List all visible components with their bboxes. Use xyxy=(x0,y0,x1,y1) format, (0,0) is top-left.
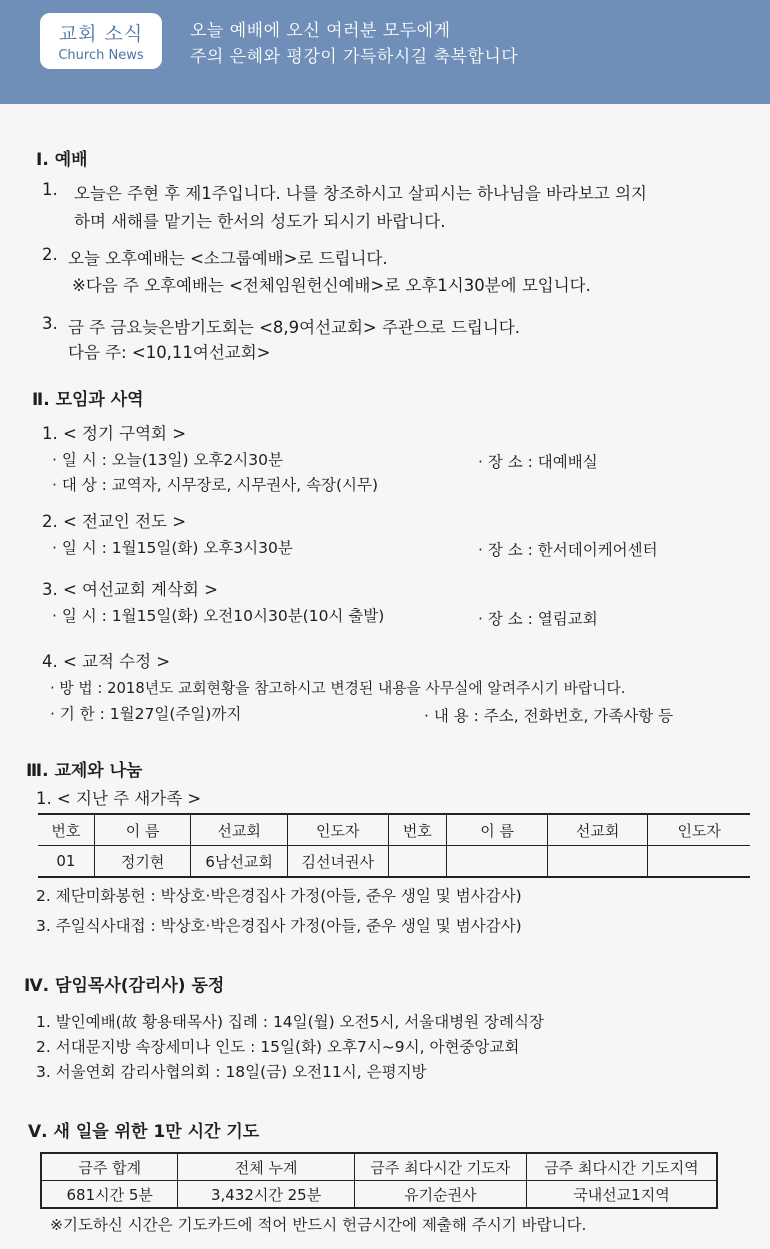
worship-item-2-number: 2. xyxy=(42,245,58,264)
meeting-2-place: · 장 소 : 한서데이케어센터 xyxy=(478,541,658,559)
table-header-cell: 금주 최다시간 기도지역 xyxy=(526,1153,717,1181)
badge-title-korean: 교회 소식 xyxy=(58,23,144,45)
worship-item-1-number: 1. xyxy=(42,180,58,199)
fellowship-item-2: 2. 제단미화봉헌 : 박상호·박은경집사 가정(아들, 준우 생일 및 범사감사) xyxy=(36,887,522,905)
table-header-cell: 금주 합계 xyxy=(41,1153,178,1181)
worship-item-2-line-2: ※다음 주 오후예배는 <전체임원헌신예배>로 오후1시30분에 모입니다. xyxy=(72,276,591,295)
worship-item-3-line-2: 다음 주: <10,11여선교회> xyxy=(68,343,271,362)
meeting-1-time: · 일 시 : 오늘(13일) 오후2시30분 xyxy=(52,451,283,469)
meeting-2-time: · 일 시 : 1월15일(화) 오후3시30분 xyxy=(52,539,293,557)
meeting-4-title: 4. < 교적 수정 > xyxy=(42,652,171,671)
table-cell xyxy=(388,846,447,878)
meeting-3-title: 3. < 여선교회 계삭회 > xyxy=(42,580,218,599)
meeting-4-deadline: · 기 한 : 1월27일(주일)까지 xyxy=(50,705,242,723)
fellowship-item-3: 3. 주일식사대접 : 박상호·박은경집사 가정(아들, 준우 생일 및 범사감사) xyxy=(36,917,522,935)
worship-item-2-line-1: 오늘 오후예배는 <소그룹예배>로 드립니다. xyxy=(68,249,388,268)
table-header-cell: 금주 최다시간 기도자 xyxy=(354,1153,526,1181)
meeting-4-method: · 방 법 : 2018년도 교회현황을 참고하시고 변경된 내용을 사무실에 알려주시기 바랍니다. xyxy=(50,680,626,697)
church-news-badge xyxy=(40,13,162,69)
table-cell: 국내선교1지역 xyxy=(526,1181,717,1209)
table-header-cell: 이 름 xyxy=(447,814,548,846)
prayer-hours-table xyxy=(40,1152,718,1209)
table-header-cell: 선교회 xyxy=(547,814,648,846)
section-fellowship-title: Ⅲ. 교제와 나눔 xyxy=(26,761,143,781)
prayer-note: ※기도하신 시간은 기도카드에 적어 반드시 헌금시간에 제출해 주시기 바랍니다. xyxy=(50,1216,587,1234)
table-cell: 유기순권사 xyxy=(354,1181,526,1209)
meeting-2-title: 2. < 전교인 전도 > xyxy=(42,512,187,531)
meeting-4-content: · 내 용 : 주소, 전화번호, 가족사항 등 xyxy=(424,707,674,725)
meeting-1-title: 1. < 정기 구역회 > xyxy=(42,424,187,443)
table-header-cell: 번호 xyxy=(388,814,447,846)
table-row xyxy=(41,1181,717,1209)
table-cell xyxy=(648,846,750,878)
table-header-cell: 이 름 xyxy=(94,814,191,846)
pastor-item-1: 1. 발인예배(故 황용태목사) 집례 : 14일(월) 오전5시, 서울대병원 장례식장 xyxy=(36,1013,544,1031)
pastor-item-3: 3. 서울연회 감리사협의회 : 18일(금) 오전11시, 은평지방 xyxy=(36,1063,427,1081)
table-cell: 3,432시간 25분 xyxy=(178,1181,354,1209)
table-cell: 01 xyxy=(56,852,76,870)
header-banner xyxy=(0,0,770,104)
meeting-3-place: · 장 소 : 열림교회 xyxy=(478,610,598,628)
worship-item-3-line-1: 금 주 금요늦은밤기도회는 <8,9여선교회> 주관으로 드립니다. xyxy=(68,318,520,337)
pastor-item-2: 2. 서대문지방 속장세미나 인도 : 15일(화) 오후7시~9시, 아현중앙교회 xyxy=(36,1038,520,1056)
table-header-cell: 전체 누계 xyxy=(178,1153,354,1181)
table-cell: 681시간 5분 xyxy=(41,1181,178,1209)
table-cell: 정기현 xyxy=(94,846,191,878)
meeting-1-place: · 장 소 : 대예배실 xyxy=(478,453,598,471)
table-cell xyxy=(447,846,548,878)
worship-item-3-number: 3. xyxy=(42,314,58,333)
table-cell: 김선녀권사 xyxy=(287,846,388,878)
section-prayer-title: Ⅴ. 새 일을 위한 1만 시간 기도 xyxy=(28,1122,260,1142)
new-family-subtitle: 1. < 지난 주 새가족 > xyxy=(36,789,202,808)
table-header-cell: 인도자 xyxy=(287,814,388,846)
table-header-cell: 번호 xyxy=(38,814,94,846)
worship-item-1-line-1: 오늘은 주현 후 제1주입니다. 나를 창조하시고 살피시는 하나님을 바라보고 의지 xyxy=(74,184,647,203)
badge-title-english: Church News xyxy=(58,48,144,63)
meeting-3-time: · 일 시 : 1월15일(화) 오전10시30분(10시 출발) xyxy=(52,607,385,625)
header-greeting xyxy=(190,18,518,70)
worship-item-1-line-2: 하며 새해를 맡기는 한서의 성도가 되시기 바랍니다. xyxy=(74,212,446,231)
table-header-cell: 인도자 xyxy=(648,814,750,846)
section-worship-title: Ⅰ. 예배 xyxy=(36,150,88,170)
greeting-line-2: 주의 은혜와 평강이 가득하시길 축복합니다 xyxy=(190,47,519,67)
table-cell: 6남선교회 xyxy=(191,846,288,878)
table-header-cell: 선교회 xyxy=(191,814,288,846)
table-header-row xyxy=(41,1153,717,1181)
greeting-line-1: 오늘 예배에 오신 여러분 모두에게 xyxy=(190,21,451,41)
new-family-table xyxy=(38,813,750,878)
section-pastor-title: Ⅳ. 담임목사(감리사) 동정 xyxy=(24,976,225,996)
section-meetings-title: Ⅱ. 모임과 사역 xyxy=(32,390,144,410)
table-header-row xyxy=(38,814,750,846)
table-cell xyxy=(547,846,648,878)
table-row xyxy=(38,846,750,878)
meeting-1-target: · 대 상 : 교역자, 시무장로, 시무권사, 속장(시무) xyxy=(52,476,379,494)
